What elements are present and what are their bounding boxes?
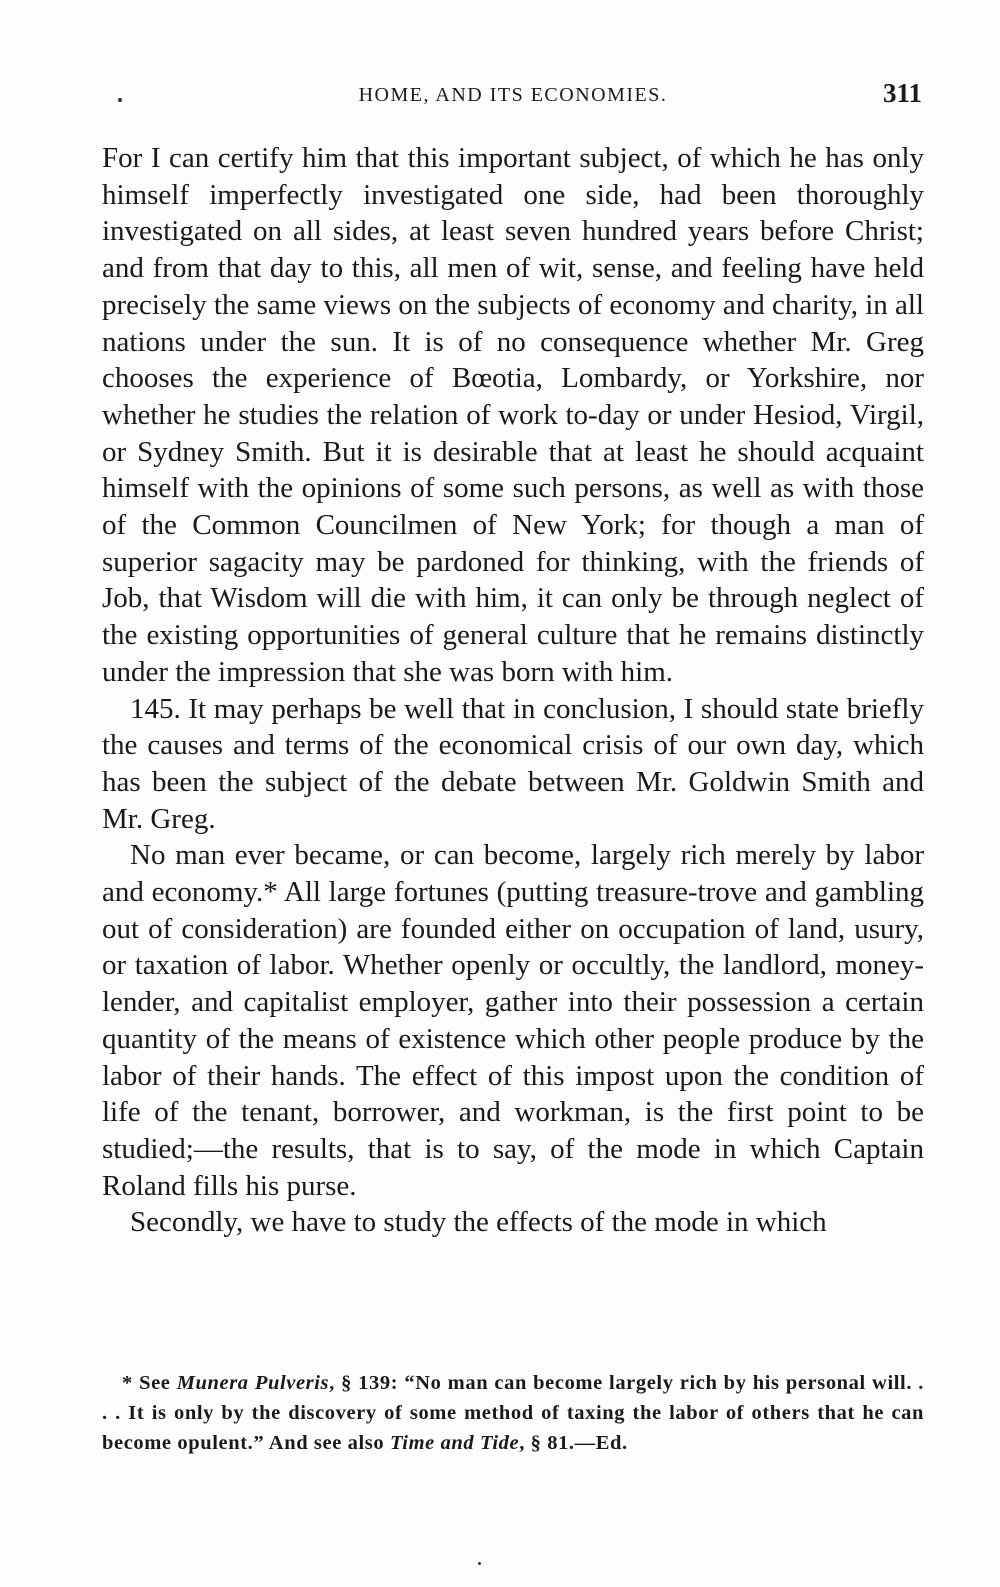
footnote-text-part: , § 81.—Ed. [519,1432,628,1454]
page-number: 311 [882,78,922,108]
footnote-marker: * See [122,1372,177,1394]
paragraph: 145. It may perhaps be well that in conclusion, I should state briefly the causes and terms of the economical crisis of our own day, which has been the subject of the debate between Mr. Goldwin Smith and Mr. Greg. [102,692,924,835]
paragraph: No man ever became, or can become, largely rich merely by labor and economy.* All large fortunes (putting treasure-trove and gambling out of consideration) are founded either on occupation of land, usury, or taxation of labor. Whether openly or occultly, the landlord, money-lender, and capitalist employer, gather into their possession a certain quantity of the means of existence which other people produce by the labor of their hands. The effect of this impost upon the condition of life of the tenant, borrower, and workman, is the first point to be studied;—the results, that is to say, of the mode in which Captain Roland fills his purse. [102,839,924,1202]
running-title: HOME, AND ITS ECONOMIES. [358,84,668,106]
footnote-work-title: Time and Tide [389,1432,520,1454]
body-text [102,140,924,1241]
paragraph: For I can certify him that this important subject, of which he has only himself imperfectly investigated one side, had been thoroughly investigated on all sides, at least seven hundred years before Christ; and from that day to this, all men of wit, sense, and feeling have held precisely the same views on the subjects of economy and charity, in all nations under the sun. It is of no consequence whether Mr. Greg chooses the experience of Bœotia, Lombardy, or Yorkshire, nor whether he studies the relation of work to-day or under Hesiod, Virgil, or Sydney Smith. But it is desirable that at least he should acquaint himself with the opinions of some such persons, as well as with those of the Common Councilmen of New York; for though a man of superior sagacity may be pardoned for thinking, with the friends of Job, that Wisdom will die with him, it can only be through neglect of the existing opportunities of general culture that he remains distinctly under the impression that she was born with him. [102,142,924,688]
running-head [102,78,924,112]
footnote-text-part: , § 139: “No man can become largely rich by his personal will. . . . It is only by the discovery of some method of taxing the labor of others that he can become opulent.” And see also [102,1372,924,1454]
footnote-work-title: Munera Pulveris [176,1372,330,1394]
paragraph: Secondly, we have to study the effects of the mode in which [130,1206,827,1239]
footnote-text [102,1368,924,1458]
print-speck [478,1562,481,1565]
footnote [102,1368,924,1458]
